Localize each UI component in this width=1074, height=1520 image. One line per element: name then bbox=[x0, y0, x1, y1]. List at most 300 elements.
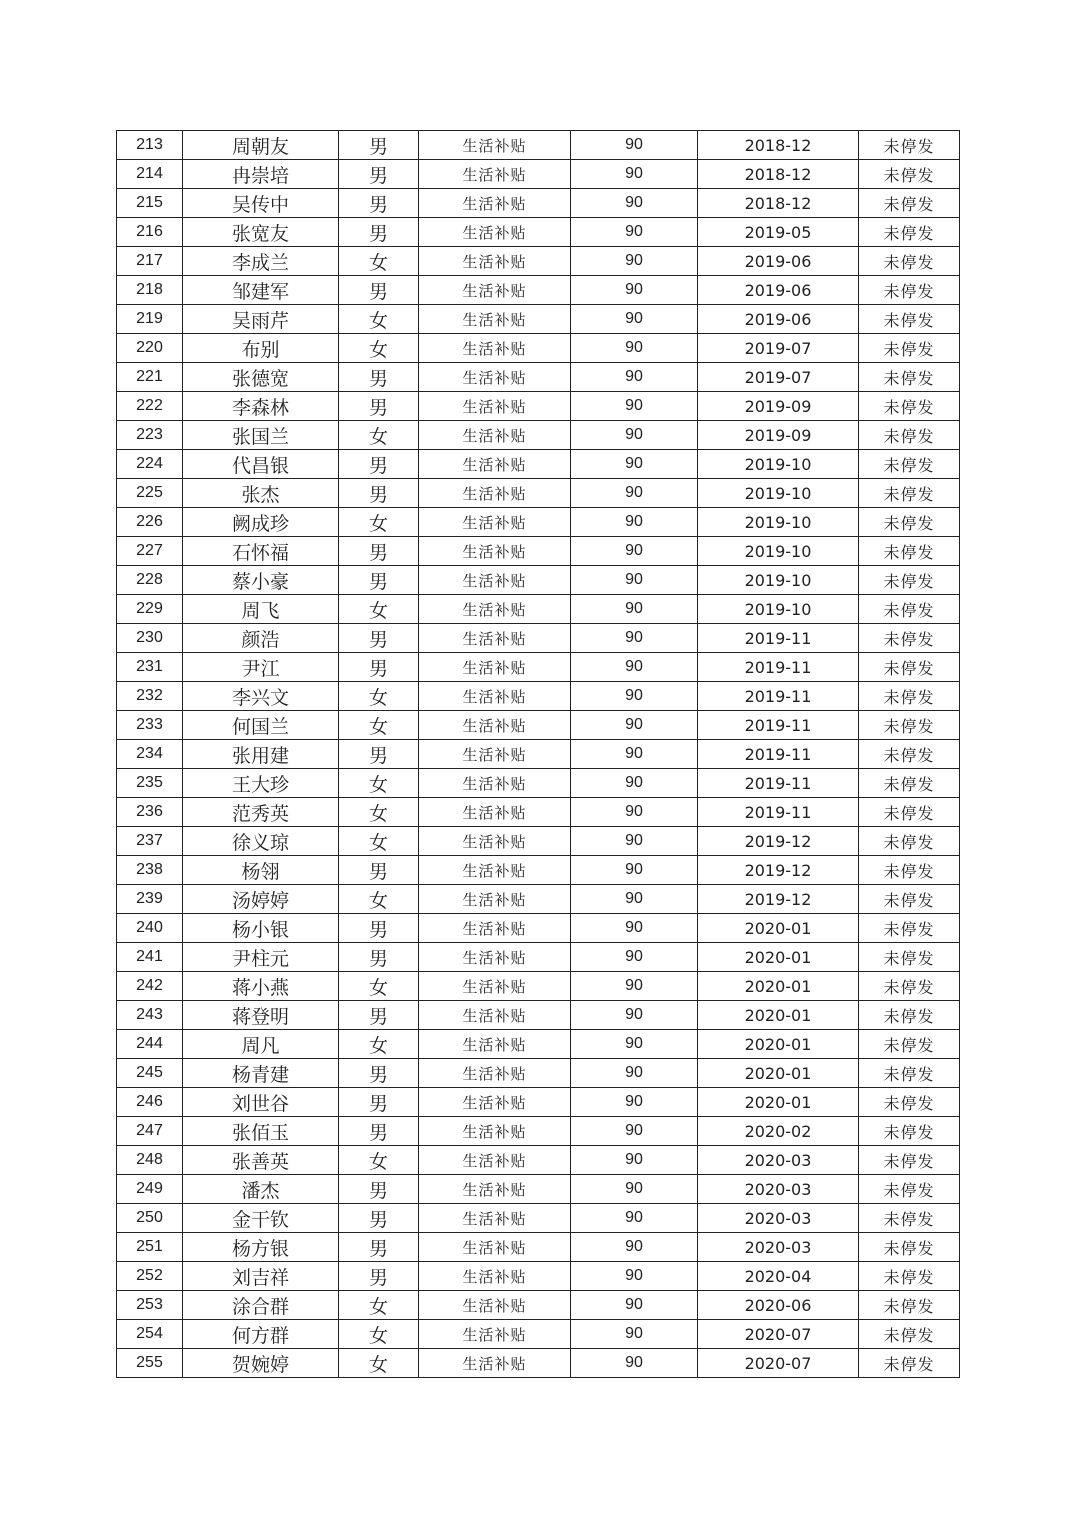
status-cell: 未停发 bbox=[859, 160, 960, 189]
start-date-cell: 2020-03 bbox=[698, 1233, 859, 1262]
person-name-cell: 吴传中 bbox=[183, 189, 339, 218]
subsidy-type-cell: 生活补贴 bbox=[419, 392, 571, 421]
table-row bbox=[117, 798, 960, 827]
status-cell: 未停发 bbox=[859, 218, 960, 247]
gender-cell: 女 bbox=[339, 1146, 419, 1175]
status-cell: 未停发 bbox=[859, 276, 960, 305]
gender-cell: 男 bbox=[339, 218, 419, 247]
gender-cell: 男 bbox=[339, 624, 419, 653]
row-number-cell: 214 bbox=[117, 160, 183, 189]
status-cell: 未停发 bbox=[859, 131, 960, 160]
subsidy-type-cell: 生活补贴 bbox=[419, 1320, 571, 1349]
table-row bbox=[117, 1088, 960, 1117]
gender-cell: 男 bbox=[339, 1175, 419, 1204]
gender-cell: 女 bbox=[339, 334, 419, 363]
amount-cell: 90 bbox=[571, 160, 698, 189]
row-number-cell: 242 bbox=[117, 972, 183, 1001]
gender-cell: 男 bbox=[339, 479, 419, 508]
table-row bbox=[117, 827, 960, 856]
start-date-cell: 2020-02 bbox=[698, 1117, 859, 1146]
amount-cell: 90 bbox=[571, 131, 698, 160]
gender-cell: 男 bbox=[339, 363, 419, 392]
gender-cell: 女 bbox=[339, 972, 419, 1001]
start-date-cell: 2019-09 bbox=[698, 421, 859, 450]
status-cell: 未停发 bbox=[859, 1030, 960, 1059]
gender-cell: 男 bbox=[339, 943, 419, 972]
row-number-cell: 231 bbox=[117, 653, 183, 682]
table-row bbox=[117, 363, 960, 392]
table-row bbox=[117, 740, 960, 769]
status-cell: 未停发 bbox=[859, 972, 960, 1001]
subsidy-type-cell: 生活补贴 bbox=[419, 131, 571, 160]
row-number-cell: 220 bbox=[117, 334, 183, 363]
amount-cell: 90 bbox=[571, 189, 698, 218]
amount-cell: 90 bbox=[571, 1262, 698, 1291]
person-name-cell: 潘杰 bbox=[183, 1175, 339, 1204]
row-number-cell: 240 bbox=[117, 914, 183, 943]
subsidy-type-cell: 生活补贴 bbox=[419, 1117, 571, 1146]
table-row bbox=[117, 769, 960, 798]
table-row bbox=[117, 421, 960, 450]
amount-cell: 90 bbox=[571, 1117, 698, 1146]
table-row bbox=[117, 856, 960, 885]
gender-cell: 女 bbox=[339, 827, 419, 856]
table-row bbox=[117, 566, 960, 595]
gender-cell: 男 bbox=[339, 131, 419, 160]
start-date-cell: 2019-06 bbox=[698, 247, 859, 276]
start-date-cell: 2019-12 bbox=[698, 856, 859, 885]
amount-cell: 90 bbox=[571, 247, 698, 276]
subsidy-type-cell: 生活补贴 bbox=[419, 566, 571, 595]
subsidy-type-cell: 生活补贴 bbox=[419, 914, 571, 943]
row-number-cell: 226 bbox=[117, 508, 183, 537]
gender-cell: 女 bbox=[339, 305, 419, 334]
subsidy-type-cell: 生活补贴 bbox=[419, 1349, 571, 1378]
table-row bbox=[117, 1030, 960, 1059]
start-date-cell: 2020-01 bbox=[698, 1059, 859, 1088]
gender-cell: 女 bbox=[339, 1320, 419, 1349]
status-cell: 未停发 bbox=[859, 856, 960, 885]
person-name-cell: 尹柱元 bbox=[183, 943, 339, 972]
start-date-cell: 2018-12 bbox=[698, 131, 859, 160]
start-date-cell: 2019-10 bbox=[698, 595, 859, 624]
subsidy-type-cell: 生活补贴 bbox=[419, 247, 571, 276]
gender-cell: 男 bbox=[339, 856, 419, 885]
subsidy-type-cell: 生活补贴 bbox=[419, 1175, 571, 1204]
status-cell: 未停发 bbox=[859, 1233, 960, 1262]
subsidy-type-cell: 生活补贴 bbox=[419, 740, 571, 769]
amount-cell: 90 bbox=[571, 566, 698, 595]
person-name-cell: 贺婉婷 bbox=[183, 1349, 339, 1378]
subsidy-type-cell: 生活补贴 bbox=[419, 218, 571, 247]
subsidy-type-cell: 生活补贴 bbox=[419, 276, 571, 305]
person-name-cell: 石怀福 bbox=[183, 537, 339, 566]
subsidy-type-cell: 生活补贴 bbox=[419, 1146, 571, 1175]
person-name-cell: 阙成珍 bbox=[183, 508, 339, 537]
table-row bbox=[117, 711, 960, 740]
amount-cell: 90 bbox=[571, 1349, 698, 1378]
person-name-cell: 王大珍 bbox=[183, 769, 339, 798]
status-cell: 未停发 bbox=[859, 479, 960, 508]
row-number-cell: 236 bbox=[117, 798, 183, 827]
row-number-cell: 244 bbox=[117, 1030, 183, 1059]
gender-cell: 男 bbox=[339, 914, 419, 943]
table-row bbox=[117, 943, 960, 972]
table-row bbox=[117, 682, 960, 711]
start-date-cell: 2019-11 bbox=[698, 740, 859, 769]
status-cell: 未停发 bbox=[859, 537, 960, 566]
status-cell: 未停发 bbox=[859, 885, 960, 914]
person-name-cell: 张佰玉 bbox=[183, 1117, 339, 1146]
subsidy-type-cell: 生活补贴 bbox=[419, 769, 571, 798]
subsidy-type-cell: 生活补贴 bbox=[419, 885, 571, 914]
start-date-cell: 2020-01 bbox=[698, 1001, 859, 1030]
row-number-cell: 255 bbox=[117, 1349, 183, 1378]
person-name-cell: 刘世谷 bbox=[183, 1088, 339, 1117]
status-cell: 未停发 bbox=[859, 1175, 960, 1204]
gender-cell: 女 bbox=[339, 1030, 419, 1059]
person-name-cell: 颜浩 bbox=[183, 624, 339, 653]
start-date-cell: 2020-03 bbox=[698, 1175, 859, 1204]
person-name-cell: 金干钦 bbox=[183, 1204, 339, 1233]
table-row bbox=[117, 537, 960, 566]
start-date-cell: 2019-10 bbox=[698, 450, 859, 479]
status-cell: 未停发 bbox=[859, 1262, 960, 1291]
start-date-cell: 2019-05 bbox=[698, 218, 859, 247]
amount-cell: 90 bbox=[571, 711, 698, 740]
table-row bbox=[117, 1001, 960, 1030]
row-number-cell: 252 bbox=[117, 1262, 183, 1291]
person-name-cell: 蒋小燕 bbox=[183, 972, 339, 1001]
row-number-cell: 223 bbox=[117, 421, 183, 450]
person-name-cell: 李兴文 bbox=[183, 682, 339, 711]
subsidy-type-cell: 生活补贴 bbox=[419, 334, 571, 363]
table-row bbox=[117, 1349, 960, 1378]
gender-cell: 女 bbox=[339, 247, 419, 276]
status-cell: 未停发 bbox=[859, 1146, 960, 1175]
status-cell: 未停发 bbox=[859, 769, 960, 798]
subsidy-type-cell: 生活补贴 bbox=[419, 1001, 571, 1030]
status-cell: 未停发 bbox=[859, 914, 960, 943]
person-name-cell: 布别 bbox=[183, 334, 339, 363]
person-name-cell: 张用建 bbox=[183, 740, 339, 769]
status-cell: 未停发 bbox=[859, 566, 960, 595]
subsidy-type-cell: 生活补贴 bbox=[419, 1088, 571, 1117]
row-number-cell: 234 bbox=[117, 740, 183, 769]
person-name-cell: 刘吉祥 bbox=[183, 1262, 339, 1291]
row-number-cell: 229 bbox=[117, 595, 183, 624]
start-date-cell: 2020-06 bbox=[698, 1291, 859, 1320]
person-name-cell: 冉崇培 bbox=[183, 160, 339, 189]
subsidy-type-cell: 生活补贴 bbox=[419, 1030, 571, 1059]
gender-cell: 男 bbox=[339, 1001, 419, 1030]
gender-cell: 男 bbox=[339, 1233, 419, 1262]
gender-cell: 男 bbox=[339, 276, 419, 305]
start-date-cell: 2019-11 bbox=[698, 682, 859, 711]
person-name-cell: 涂合群 bbox=[183, 1291, 339, 1320]
table-row bbox=[117, 1291, 960, 1320]
row-number-cell: 225 bbox=[117, 479, 183, 508]
person-name-cell: 何国兰 bbox=[183, 711, 339, 740]
table-row bbox=[117, 1262, 960, 1291]
person-name-cell: 杨青建 bbox=[183, 1059, 339, 1088]
person-name-cell: 吴雨芹 bbox=[183, 305, 339, 334]
table-row bbox=[117, 189, 960, 218]
subsidy-type-cell: 生活补贴 bbox=[419, 943, 571, 972]
subsidy-type-cell: 生活补贴 bbox=[419, 653, 571, 682]
gender-cell: 男 bbox=[339, 537, 419, 566]
table-row bbox=[117, 1117, 960, 1146]
subsidy-type-cell: 生活补贴 bbox=[419, 1059, 571, 1088]
row-number-cell: 230 bbox=[117, 624, 183, 653]
table-row bbox=[117, 1233, 960, 1262]
amount-cell: 90 bbox=[571, 769, 698, 798]
table-row bbox=[117, 479, 960, 508]
amount-cell: 90 bbox=[571, 334, 698, 363]
table-row bbox=[117, 247, 960, 276]
gender-cell: 男 bbox=[339, 653, 419, 682]
row-number-cell: 233 bbox=[117, 711, 183, 740]
person-name-cell: 张善英 bbox=[183, 1146, 339, 1175]
table-row bbox=[117, 653, 960, 682]
row-number-cell: 219 bbox=[117, 305, 183, 334]
gender-cell: 男 bbox=[339, 1088, 419, 1117]
person-name-cell: 周飞 bbox=[183, 595, 339, 624]
table-row bbox=[117, 160, 960, 189]
person-name-cell: 蔡小豪 bbox=[183, 566, 339, 595]
gender-cell: 男 bbox=[339, 1204, 419, 1233]
row-number-cell: 245 bbox=[117, 1059, 183, 1088]
person-name-cell: 范秀英 bbox=[183, 798, 339, 827]
status-cell: 未停发 bbox=[859, 1059, 960, 1088]
person-name-cell: 徐义琼 bbox=[183, 827, 339, 856]
subsidy-type-cell: 生活补贴 bbox=[419, 363, 571, 392]
gender-cell: 男 bbox=[339, 1059, 419, 1088]
start-date-cell: 2020-07 bbox=[698, 1349, 859, 1378]
person-name-cell: 周凡 bbox=[183, 1030, 339, 1059]
row-number-cell: 250 bbox=[117, 1204, 183, 1233]
start-date-cell: 2019-07 bbox=[698, 363, 859, 392]
start-date-cell: 2019-11 bbox=[698, 798, 859, 827]
amount-cell: 90 bbox=[571, 1320, 698, 1349]
table-row bbox=[117, 885, 960, 914]
start-date-cell: 2019-10 bbox=[698, 566, 859, 595]
start-date-cell: 2019-09 bbox=[698, 392, 859, 421]
subsidy-type-cell: 生活补贴 bbox=[419, 1204, 571, 1233]
table-row bbox=[117, 305, 960, 334]
amount-cell: 90 bbox=[571, 595, 698, 624]
amount-cell: 90 bbox=[571, 363, 698, 392]
person-name-cell: 周朝友 bbox=[183, 131, 339, 160]
gender-cell: 女 bbox=[339, 595, 419, 624]
status-cell: 未停发 bbox=[859, 421, 960, 450]
person-name-cell: 张国兰 bbox=[183, 421, 339, 450]
start-date-cell: 2020-07 bbox=[698, 1320, 859, 1349]
subsidy-type-cell: 生活补贴 bbox=[419, 508, 571, 537]
status-cell: 未停发 bbox=[859, 1320, 960, 1349]
status-cell: 未停发 bbox=[859, 624, 960, 653]
table-row bbox=[117, 1320, 960, 1349]
amount-cell: 90 bbox=[571, 508, 698, 537]
subsidy-type-cell: 生活补贴 bbox=[419, 711, 571, 740]
row-number-cell: 216 bbox=[117, 218, 183, 247]
start-date-cell: 2020-01 bbox=[698, 1088, 859, 1117]
status-cell: 未停发 bbox=[859, 943, 960, 972]
status-cell: 未停发 bbox=[859, 595, 960, 624]
row-number-cell: 243 bbox=[117, 1001, 183, 1030]
status-cell: 未停发 bbox=[859, 450, 960, 479]
amount-cell: 90 bbox=[571, 653, 698, 682]
subsidy-type-cell: 生活补贴 bbox=[419, 624, 571, 653]
start-date-cell: 2020-01 bbox=[698, 972, 859, 1001]
row-number-cell: 238 bbox=[117, 856, 183, 885]
amount-cell: 90 bbox=[571, 305, 698, 334]
person-name-cell: 尹江 bbox=[183, 653, 339, 682]
gender-cell: 男 bbox=[339, 1117, 419, 1146]
amount-cell: 90 bbox=[571, 624, 698, 653]
amount-cell: 90 bbox=[571, 827, 698, 856]
gender-cell: 男 bbox=[339, 740, 419, 769]
row-number-cell: 253 bbox=[117, 1291, 183, 1320]
start-date-cell: 2020-01 bbox=[698, 914, 859, 943]
status-cell: 未停发 bbox=[859, 1291, 960, 1320]
start-date-cell: 2020-01 bbox=[698, 1030, 859, 1059]
table-row bbox=[117, 1059, 960, 1088]
subsidy-type-cell: 生活补贴 bbox=[419, 421, 571, 450]
row-number-cell: 246 bbox=[117, 1088, 183, 1117]
status-cell: 未停发 bbox=[859, 189, 960, 218]
start-date-cell: 2019-12 bbox=[698, 885, 859, 914]
row-number-cell: 241 bbox=[117, 943, 183, 972]
start-date-cell: 2019-12 bbox=[698, 827, 859, 856]
start-date-cell: 2019-11 bbox=[698, 711, 859, 740]
status-cell: 未停发 bbox=[859, 682, 960, 711]
row-number-cell: 237 bbox=[117, 827, 183, 856]
status-cell: 未停发 bbox=[859, 508, 960, 537]
row-number-cell: 239 bbox=[117, 885, 183, 914]
amount-cell: 90 bbox=[571, 537, 698, 566]
amount-cell: 90 bbox=[571, 943, 698, 972]
row-number-cell: 222 bbox=[117, 392, 183, 421]
gender-cell: 男 bbox=[339, 392, 419, 421]
person-name-cell: 张宽友 bbox=[183, 218, 339, 247]
table-row bbox=[117, 1146, 960, 1175]
gender-cell: 女 bbox=[339, 682, 419, 711]
gender-cell: 女 bbox=[339, 421, 419, 450]
gender-cell: 男 bbox=[339, 450, 419, 479]
start-date-cell: 2018-12 bbox=[698, 189, 859, 218]
amount-cell: 90 bbox=[571, 1175, 698, 1204]
table-row bbox=[117, 276, 960, 305]
subsidy-type-cell: 生活补贴 bbox=[419, 1233, 571, 1262]
start-date-cell: 2020-03 bbox=[698, 1146, 859, 1175]
row-number-cell: 215 bbox=[117, 189, 183, 218]
row-number-cell: 221 bbox=[117, 363, 183, 392]
person-name-cell: 张德宽 bbox=[183, 363, 339, 392]
person-name-cell: 李森林 bbox=[183, 392, 339, 421]
status-cell: 未停发 bbox=[859, 363, 960, 392]
amount-cell: 90 bbox=[571, 1233, 698, 1262]
start-date-cell: 2019-07 bbox=[698, 334, 859, 363]
person-name-cell: 代昌银 bbox=[183, 450, 339, 479]
subsidy-type-cell: 生活补贴 bbox=[419, 798, 571, 827]
row-number-cell: 235 bbox=[117, 769, 183, 798]
gender-cell: 男 bbox=[339, 566, 419, 595]
start-date-cell: 2019-11 bbox=[698, 624, 859, 653]
person-name-cell: 蒋登明 bbox=[183, 1001, 339, 1030]
person-name-cell: 邹建军 bbox=[183, 276, 339, 305]
status-cell: 未停发 bbox=[859, 798, 960, 827]
row-number-cell: 248 bbox=[117, 1146, 183, 1175]
start-date-cell: 2020-03 bbox=[698, 1204, 859, 1233]
start-date-cell: 2019-06 bbox=[698, 276, 859, 305]
gender-cell: 男 bbox=[339, 160, 419, 189]
status-cell: 未停发 bbox=[859, 1349, 960, 1378]
row-number-cell: 213 bbox=[117, 131, 183, 160]
subsidy-type-cell: 生活补贴 bbox=[419, 682, 571, 711]
table-row bbox=[117, 450, 960, 479]
start-date-cell: 2019-06 bbox=[698, 305, 859, 334]
subsidy-type-cell: 生活补贴 bbox=[419, 160, 571, 189]
row-number-cell: 218 bbox=[117, 276, 183, 305]
status-cell: 未停发 bbox=[859, 305, 960, 334]
person-name-cell: 杨翎 bbox=[183, 856, 339, 885]
status-cell: 未停发 bbox=[859, 334, 960, 363]
status-cell: 未停发 bbox=[859, 247, 960, 276]
table-row bbox=[117, 218, 960, 247]
gender-cell: 女 bbox=[339, 885, 419, 914]
start-date-cell: 2019-11 bbox=[698, 653, 859, 682]
status-cell: 未停发 bbox=[859, 827, 960, 856]
person-name-cell: 李成兰 bbox=[183, 247, 339, 276]
table-row bbox=[117, 131, 960, 160]
row-number-cell: 254 bbox=[117, 1320, 183, 1349]
amount-cell: 90 bbox=[571, 885, 698, 914]
subsidy-type-cell: 生活补贴 bbox=[419, 856, 571, 885]
amount-cell: 90 bbox=[571, 1059, 698, 1088]
amount-cell: 90 bbox=[571, 1030, 698, 1059]
person-name-cell: 张杰 bbox=[183, 479, 339, 508]
amount-cell: 90 bbox=[571, 1291, 698, 1320]
start-date-cell: 2019-11 bbox=[698, 769, 859, 798]
table-row bbox=[117, 1204, 960, 1233]
start-date-cell: 2019-10 bbox=[698, 479, 859, 508]
row-number-cell: 232 bbox=[117, 682, 183, 711]
amount-cell: 90 bbox=[571, 740, 698, 769]
amount-cell: 90 bbox=[571, 421, 698, 450]
table-row bbox=[117, 1175, 960, 1204]
subsidy-type-cell: 生活补贴 bbox=[419, 972, 571, 1001]
amount-cell: 90 bbox=[571, 1088, 698, 1117]
amount-cell: 90 bbox=[571, 682, 698, 711]
amount-cell: 90 bbox=[571, 914, 698, 943]
row-number-cell: 247 bbox=[117, 1117, 183, 1146]
gender-cell: 男 bbox=[339, 1262, 419, 1291]
subsidy-type-cell: 生活补贴 bbox=[419, 479, 571, 508]
table-row bbox=[117, 624, 960, 653]
person-name-cell: 杨方银 bbox=[183, 1233, 339, 1262]
gender-cell: 女 bbox=[339, 508, 419, 537]
amount-cell: 90 bbox=[571, 218, 698, 247]
gender-cell: 女 bbox=[339, 769, 419, 798]
status-cell: 未停发 bbox=[859, 392, 960, 421]
person-name-cell: 杨小银 bbox=[183, 914, 339, 943]
gender-cell: 女 bbox=[339, 1349, 419, 1378]
row-number-cell: 224 bbox=[117, 450, 183, 479]
amount-cell: 90 bbox=[571, 1146, 698, 1175]
row-number-cell: 228 bbox=[117, 566, 183, 595]
amount-cell: 90 bbox=[571, 276, 698, 305]
